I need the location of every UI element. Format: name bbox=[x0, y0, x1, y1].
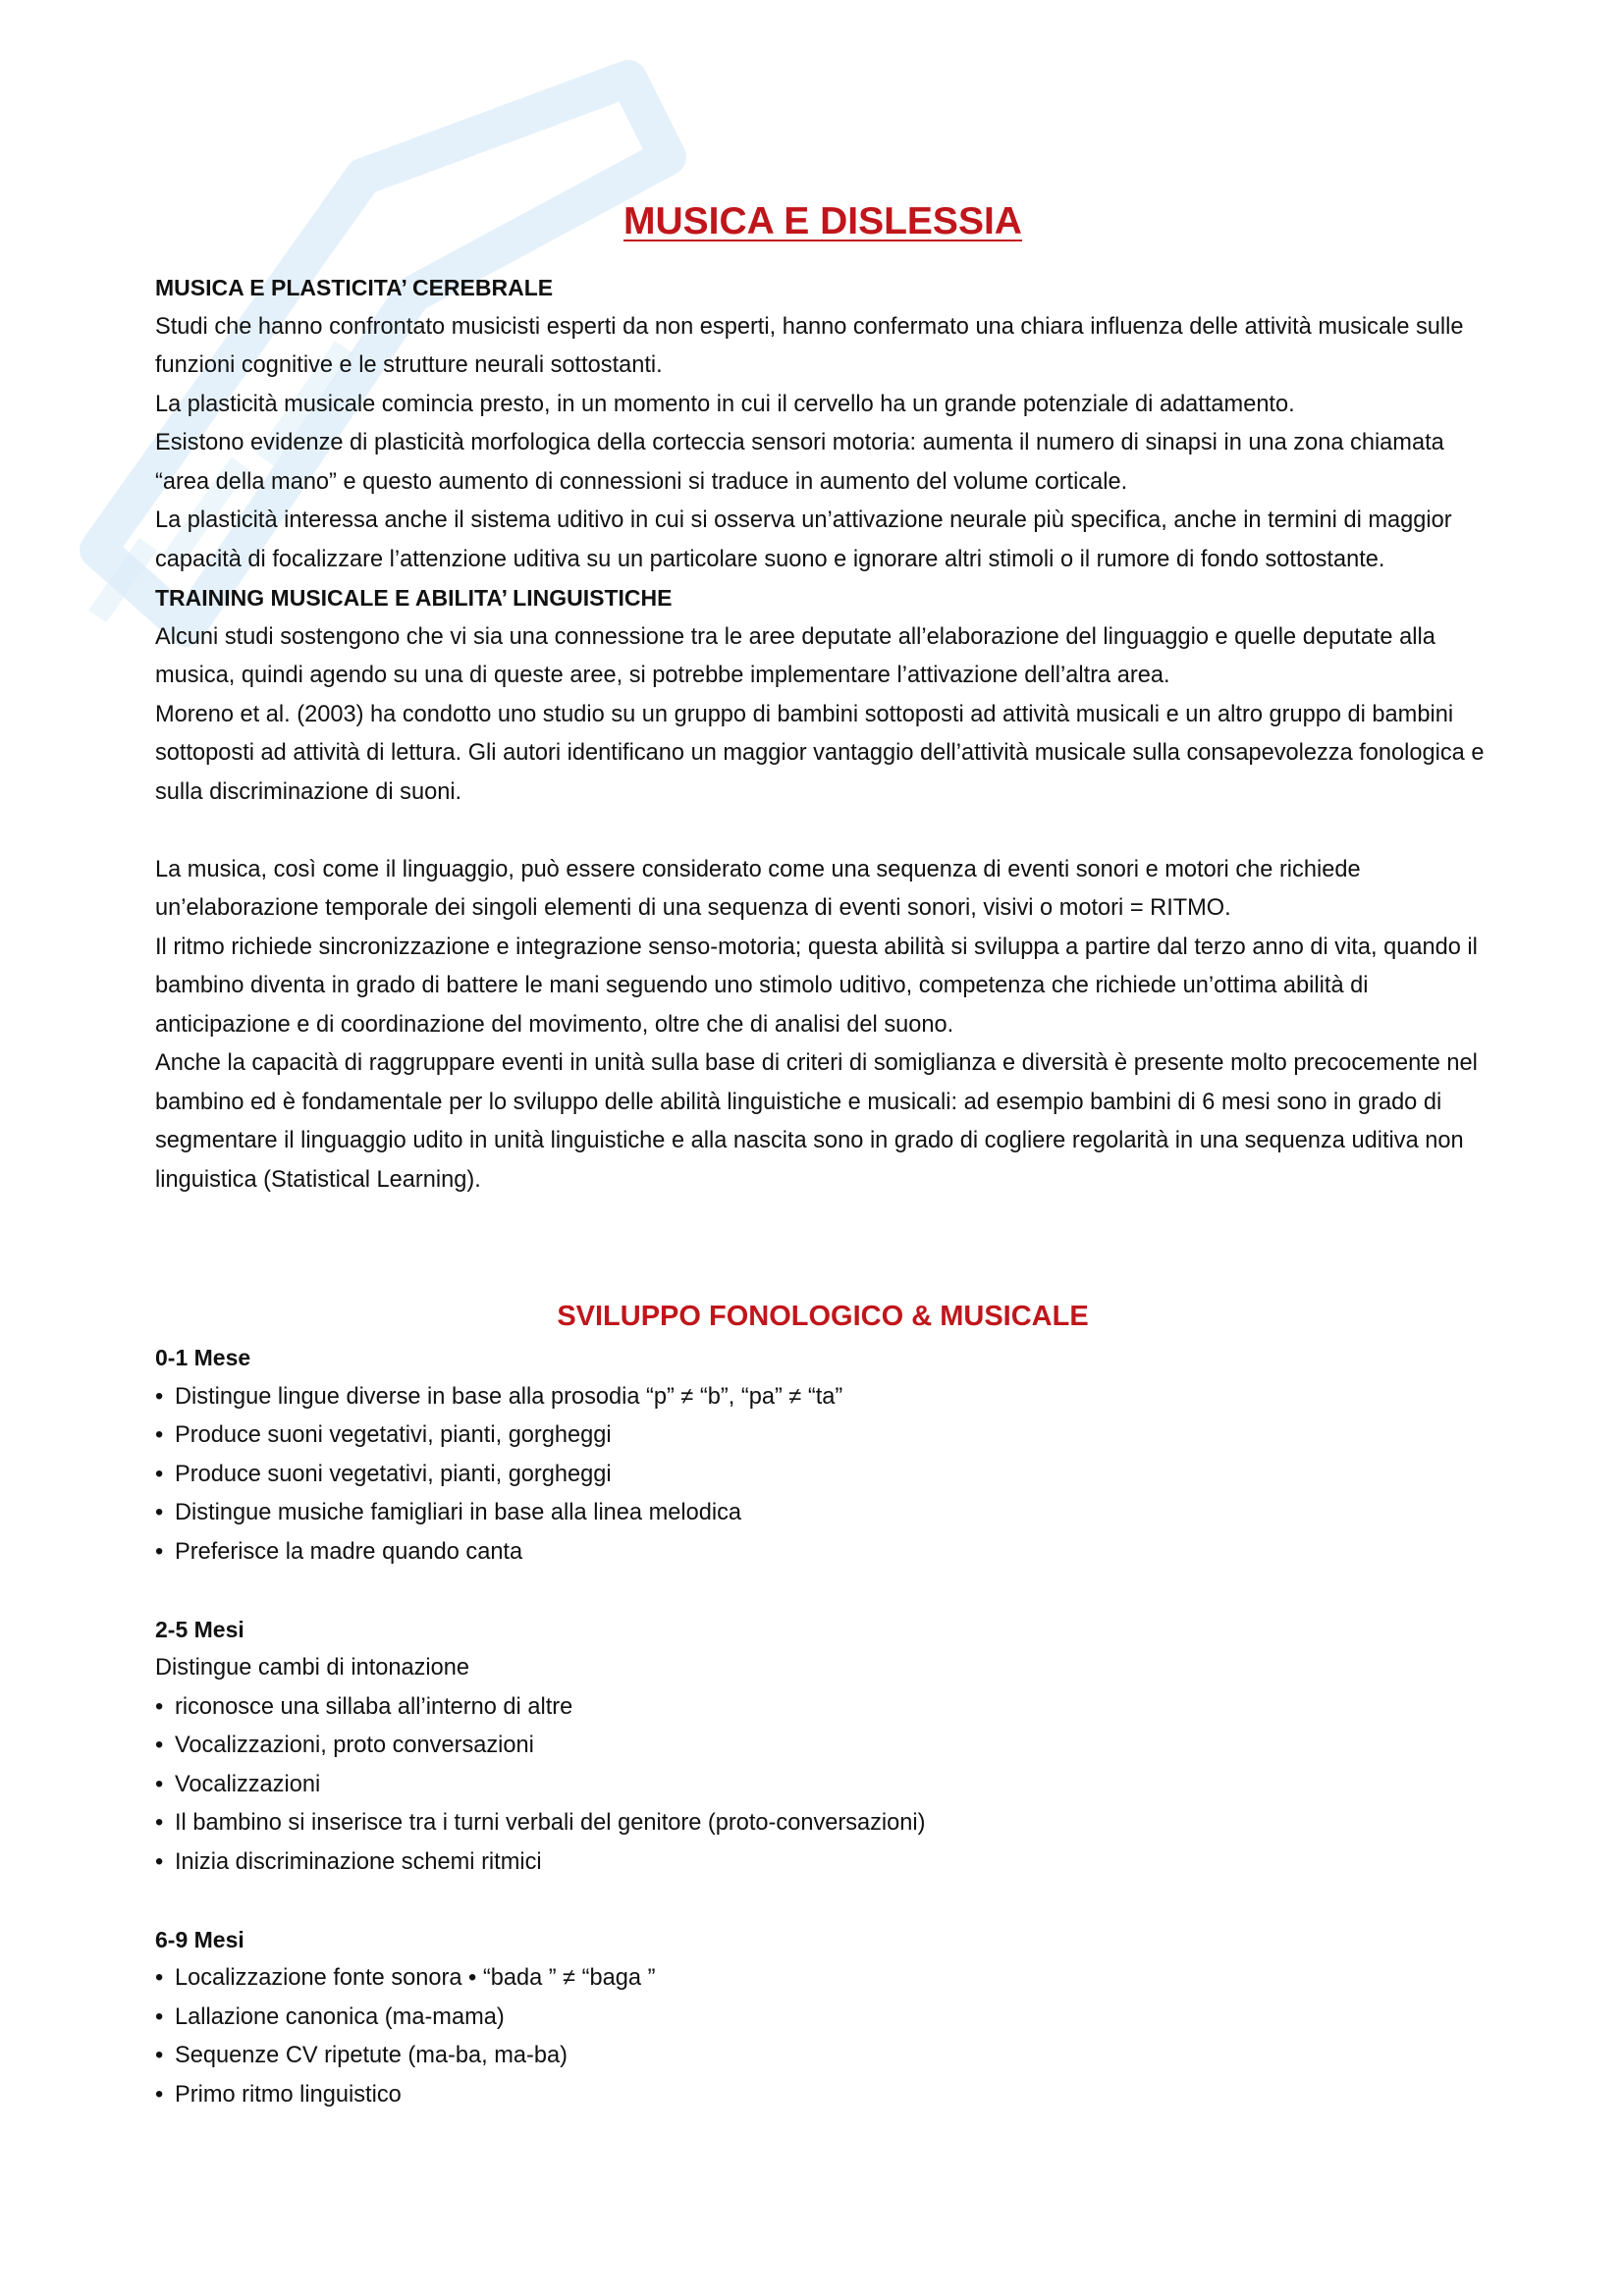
bullet: • bbox=[155, 1810, 164, 1836]
document-title: MUSICA E DISLESSIA bbox=[623, 200, 1022, 242]
list-item bbox=[155, 1456, 1490, 1495]
bullet: • bbox=[155, 1733, 164, 1758]
list-item bbox=[155, 1533, 1490, 1573]
bullet: • bbox=[155, 1422, 164, 1448]
stage-label: 0-1 Mese bbox=[155, 1345, 251, 1370]
bullet: • bbox=[155, 1461, 164, 1487]
list-item-text: Distingue musiche famigliari in base alla linea melodica bbox=[175, 1500, 742, 1525]
paragraph: La plasticità musicale comincia presto, in un momento in cui il cervello ha un grande potenziale di adattamento. bbox=[155, 391, 1295, 417]
list-item bbox=[155, 1494, 1490, 1533]
bullet: • bbox=[155, 1771, 164, 1797]
bullet: • bbox=[155, 2003, 164, 2030]
paragraph: Moreno et al. (2003) ha condotto uno studio su un gruppo di bambini sottoposti ad attività musicali e un altro gruppo di bambini sottoposti ad attività di lettura. Gli autori identificano un maggior vantaggio dell’attività musicale sulla consapevolezza fonologica e sulla discriminazione di suoni. bbox=[155, 701, 1485, 805]
spacer bbox=[155, 1200, 1490, 1277]
list-item-text: Preferisce la madre quando canta bbox=[175, 1538, 523, 1565]
paragraph: Esistono evidenze di plasticità morfologica della corteccia sensori motoria: aumenta il numero di sinapsi in una zona chiamata “area della mano” e questo aumento di connessioni si traduce in aumento del volume corticale. bbox=[155, 430, 1444, 495]
paragraph: La plasticità interessa anche il sistema uditivo in cui si osserva un’attivazione neurale più specifica, anche in termini di maggior capacità di focalizzare l’attenzione uditiva su un particolare suono e ignorare altri stimoli o il rumore di fondo sottostante. bbox=[155, 507, 1452, 572]
list-item bbox=[155, 1378, 1490, 1417]
list-item-text: riconosce una sillaba all’interno di altre bbox=[175, 1693, 573, 1720]
bullet: • bbox=[155, 2043, 164, 2068]
bullet: • bbox=[155, 1383, 164, 1410]
list-item-text: Produce suoni vegetativi, pianti, gorgheggi bbox=[175, 1461, 612, 1487]
bullet: • bbox=[155, 1848, 164, 1875]
list-item-text: Localizzazione fonte sonora • “bada ” ≠ “baga ” bbox=[175, 1965, 656, 1991]
list-item-text: Produce suoni vegetativi, pianti, gorgheggi bbox=[175, 1422, 612, 1448]
list-item-text: Sequenze CV ripetute (ma-ba, ma-ba) bbox=[175, 2043, 568, 2068]
bullet: • bbox=[155, 2081, 164, 2108]
spacer bbox=[155, 1572, 1490, 1611]
paragraph: Il ritmo richiede sincronizzazione e integrazione senso-motoria; questa abilità si sviluppa a partire dal terzo anno di vita, quando il bambino diventa in grado di battere le mani seguendo uno stimolo uditivo, competenza che richiede un’ottima abilità di anticipazione e di coordinazione del movimento, oltre che di analisi del suono. bbox=[155, 934, 1478, 1038]
bullet: • bbox=[155, 1538, 164, 1565]
section-heading-plasticita: MUSICA E PLASTICITA’ CEREBRALE bbox=[155, 275, 554, 300]
list-item bbox=[155, 2076, 1490, 2115]
list-item-text: Primo ritmo linguistico bbox=[175, 2081, 402, 2108]
bullet: • bbox=[155, 1500, 164, 1525]
list-item-text: Lallazione canonica (ma-mama) bbox=[175, 2003, 505, 2030]
paragraph: Alcuni studi sostengono che vi sia una connessione tra le aree deputate all’elaborazione del linguaggio e quelle deputate alla musica, quindi agendo su una di queste aree, si potrebbe implementare l’attivazione dell’altra area. bbox=[155, 623, 1435, 688]
list-item bbox=[155, 1843, 1490, 1883]
list-item-text: Distingue lingue diverse in base alla prosodia “p” ≠ “b”, “pa” ≠ “ta” bbox=[175, 1383, 843, 1410]
bullet: • bbox=[155, 1965, 164, 1991]
list-item-text: Vocalizzazioni, proto conversazioni bbox=[175, 1733, 534, 1758]
stage-list bbox=[155, 1959, 1490, 2114]
section-heading-training: TRAINING MUSICALE E ABILITA’ LINGUISTICHE bbox=[155, 585, 673, 611]
stage-list bbox=[155, 1688, 1490, 1883]
stage-intro: Distingue cambi di intonazione bbox=[155, 1655, 470, 1681]
document-page bbox=[155, 196, 1490, 2114]
paragraph: Anche la capacità di raggruppare eventi in unità sulla base di criteri di somiglianza e diversità è presente molto precocemente nel bambino ed è fondamentale per lo sviluppo delle abilità linguistiche e musicali: ad esempio bambini di 6 mesi sono in grado di segmentare il linguaggio udito in unità linguistiche e alla nascita sono in grado di cogliere regolarità in una sequenza uditiva non linguistica (Statistical Learning). bbox=[155, 1050, 1478, 1193]
stage-label: 2-5 Mesi bbox=[155, 1616, 244, 1642]
stage-list bbox=[155, 1378, 1490, 1573]
list-item-text: Vocalizzazioni bbox=[175, 1771, 321, 1797]
section-title-sviluppo: SVILUPPO FONOLOGICO & MUSICALE bbox=[557, 1301, 1089, 1332]
list-item-text: Inizia discriminazione schemi ritmici bbox=[175, 1848, 542, 1875]
list-item bbox=[155, 1416, 1490, 1456]
list-item bbox=[155, 1688, 1490, 1728]
list-item bbox=[155, 2037, 1490, 2076]
bullet: • bbox=[155, 1693, 164, 1720]
paragraph: Studi che hanno confrontato musicisti esperti da non esperti, hanno confermato una chiara influenza delle attività musicale sulle funzioni cognitive e le strutture neurali sottostanti. bbox=[155, 313, 1464, 378]
paragraph: La musica, così come il linguaggio, può essere considerato come una sequenza di eventi sonori e motori che richiede un’elaborazione temporale dei singoli elementi di una sequenza di eventi sonori, visivi o motori = RITMO. bbox=[155, 856, 1361, 921]
stage-label: 6-9 Mesi bbox=[155, 1926, 244, 1952]
list-item-text: Il bambino si inserisce tra i turni verbali del genitore (proto-conversazioni) bbox=[175, 1810, 926, 1836]
list-item bbox=[155, 1727, 1490, 1766]
list-item bbox=[155, 1959, 1490, 1999]
spacer bbox=[155, 1882, 1490, 1921]
list-item bbox=[155, 1766, 1490, 1805]
list-item bbox=[155, 1804, 1490, 1843]
list-item bbox=[155, 1999, 1490, 2038]
spacer bbox=[155, 812, 1490, 851]
